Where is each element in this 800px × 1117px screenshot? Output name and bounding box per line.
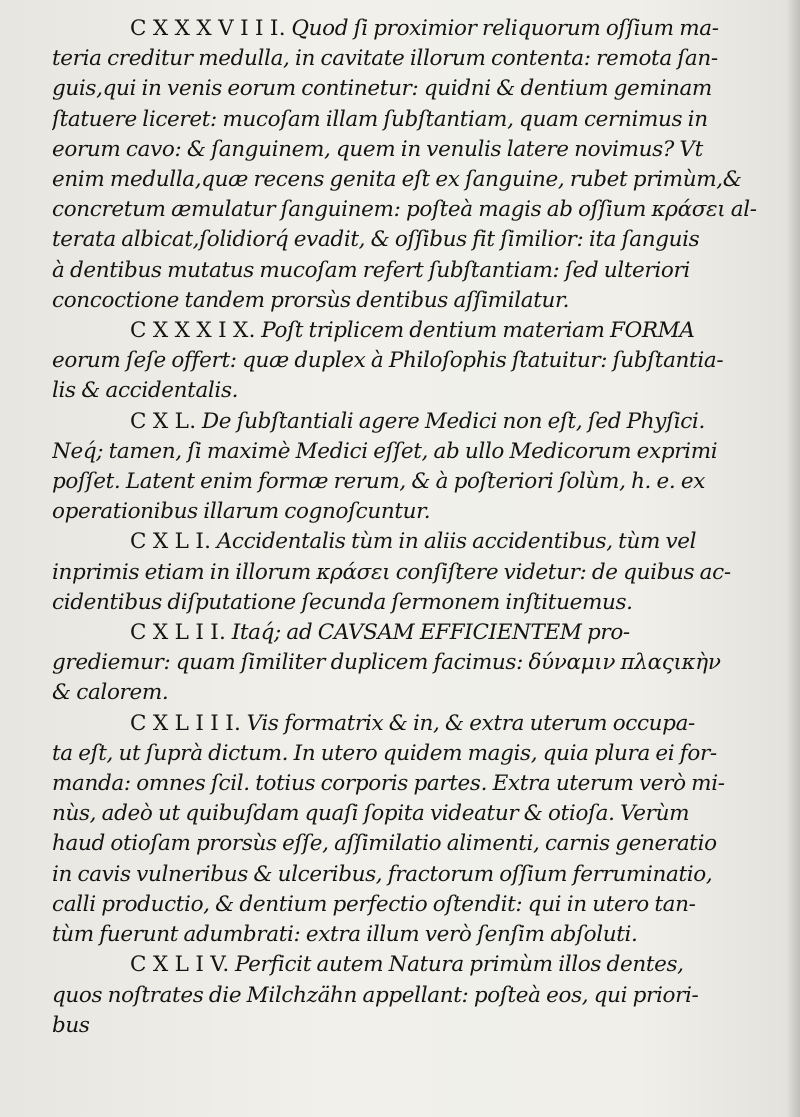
paragraph-text: haud otioſam prorsùs eſſe, aſſimilatio alimenti, carnis generatio xyxy=(52,831,717,857)
paragraph-text: Itaq́; ad CAVSAM EFFICIENTEM pro- xyxy=(231,620,630,646)
paragraph-line xyxy=(52,860,790,890)
paragraph-text: bus xyxy=(52,1012,90,1038)
paragraph-first-line xyxy=(52,950,790,980)
paragraph-line xyxy=(52,346,790,376)
paragraph-text: guis,qui in venis eorum continetur: quidni & dentium geminam xyxy=(52,76,712,102)
paragraph-text: cidentibus diſputatione ſecunda ſermonem inſtituemus. xyxy=(52,589,633,615)
paragraph-number: C X L I V. xyxy=(130,952,230,978)
paragraph-text: in cavis vulneribus & ulceribus, fractorum oſſium ferruminatio, xyxy=(52,861,713,887)
paragraph-line xyxy=(52,829,790,859)
paragraph-number: C X L I. xyxy=(130,529,212,555)
paragraph-line xyxy=(52,678,790,708)
paragraph-text: inprimis etiam in illorum κράσει conſiſtere videtur: de quibus ac- xyxy=(52,559,731,585)
paragraph-text: Accidentalis tùm in aliis accidentibus, tùm vel xyxy=(216,529,697,555)
paragraph-text: manda: omnes ſcil. totius corporis partes. Extra uterum verò mi- xyxy=(52,771,725,797)
paragraph-first-line xyxy=(52,14,790,44)
paragraph-first-line xyxy=(52,527,790,557)
paragraph-line xyxy=(52,105,790,135)
paragraph-line xyxy=(52,74,790,104)
paragraph-text: ſtatuere liceret: mucoſam illam ſubſtantiam, quam cernimus in xyxy=(52,106,708,132)
paragraph-line xyxy=(52,739,790,769)
paragraph-text: Perficit autem Natura primùm illos dentes, xyxy=(234,952,684,978)
paragraph-line xyxy=(52,165,790,195)
paragraph-line xyxy=(52,286,790,316)
paragraph-line xyxy=(52,920,790,950)
paragraph-text: tùm fuerunt adumbrati: extra illum verò ſenſim abſoluti. xyxy=(52,922,638,948)
paragraph-number: C X L. xyxy=(130,408,197,434)
paragraph-first-line xyxy=(52,618,790,648)
paragraph-text: operationibus illarum cognoſcuntur. xyxy=(52,499,431,525)
paragraph-text: poſſet. Latent enim formæ rerum, & à poſteriori ſolùm, h. e. ex xyxy=(52,469,706,495)
paragraph-text: enim medulla,quæ recens genita eſt ex ſanguine, rubet primùm,& xyxy=(52,167,742,193)
paragraph-text: nùs, adeò ut quibuſdam quaſi ſopita videatur & otioſa. Verùm xyxy=(52,801,690,827)
paragraph-line xyxy=(52,769,790,799)
paragraph-line xyxy=(52,497,790,527)
latin-text-block xyxy=(52,14,790,1041)
paragraph-text: eorum cavo: & ſanguinem, quem in venulis latere novimus? Vt xyxy=(52,136,703,162)
paragraph-line xyxy=(52,256,790,286)
paragraph-text: calli productio, & dentium perfectio oſtendit: qui in utero tan- xyxy=(52,891,696,917)
paragraph-number: C X L I I. xyxy=(130,620,227,646)
paragraph-first-line xyxy=(52,316,790,346)
paragraph-line xyxy=(52,437,790,467)
paragraph-line xyxy=(52,890,790,920)
paragraph-number: C X L I I I. xyxy=(130,710,242,736)
paragraph-line xyxy=(52,135,790,165)
paragraph-line xyxy=(52,467,790,497)
paragraph-text: Vis formatrix & in, & extra uterum occupa- xyxy=(246,710,695,736)
paragraph-line xyxy=(52,44,790,74)
paragraph-first-line xyxy=(52,407,790,437)
paragraph-line xyxy=(52,799,790,829)
paragraph-text: terata albicat,ſolidiorq́ evadit, & oſſibus fit ſimilior: ita ſanguis xyxy=(52,227,700,253)
paragraph-text: à dentibus mutatus mucoſam refert ſubſtantiam: ſed ulteriori xyxy=(52,257,690,283)
paragraph-text: grediemur: quam ſimiliter duplicem facimus: δύναμιν πλαςικὴν xyxy=(52,650,721,676)
paragraph-text: concoctione tandem prorsùs dentibus aſſimilatur. xyxy=(52,287,570,313)
paragraph-line xyxy=(52,981,790,1011)
paragraph-text: concretum æmulatur ſanguinem: poſteà magis ab oſſium κράσει al- xyxy=(52,197,757,223)
paragraph-text: lis & accidentalis. xyxy=(52,378,239,404)
paragraph-text: teria creditur medulla, in cavitate illorum contenta: remota ſan- xyxy=(52,46,718,72)
paragraph-line xyxy=(52,648,790,678)
paragraph-text: De ſubſtantiali agere Medici non eſt, ſed Phyſici. xyxy=(201,408,705,434)
paragraph-text: Poſt triplicem dentium materiam FORMA xyxy=(261,318,695,344)
paragraph-text: eorum ſeſe offert: quæ duplex à Philoſophis ſtatuitur: ſubſtantia- xyxy=(52,348,724,374)
paragraph-text: ta eſt, ut ſuprà dictum. In utero quidem magis, quia plura ei for- xyxy=(52,740,717,766)
paragraph-line xyxy=(52,376,790,406)
paragraph-number: C X X X I X. xyxy=(130,318,256,344)
paragraph-text: & calorem. xyxy=(52,680,169,706)
paragraph-text: quos noſtrates die Milchzähn appellant: poſteà eos, qui priori- xyxy=(52,982,699,1008)
paragraph-text: Neq́; tamen, ſi maximè Medici eſſet, ab ullo Medicorum exprimi xyxy=(52,438,718,464)
paragraph-line xyxy=(52,1011,790,1041)
paragraph-line xyxy=(52,195,790,225)
paragraph-number: C X X X V I I I. xyxy=(130,16,286,41)
paragraph-text: Quod ſi proximior reliquorum oſſium ma- xyxy=(291,16,719,41)
paragraph-line xyxy=(52,588,790,618)
paragraph-line xyxy=(52,225,790,255)
paragraph-first-line xyxy=(52,709,790,739)
paragraph-line xyxy=(52,558,790,588)
